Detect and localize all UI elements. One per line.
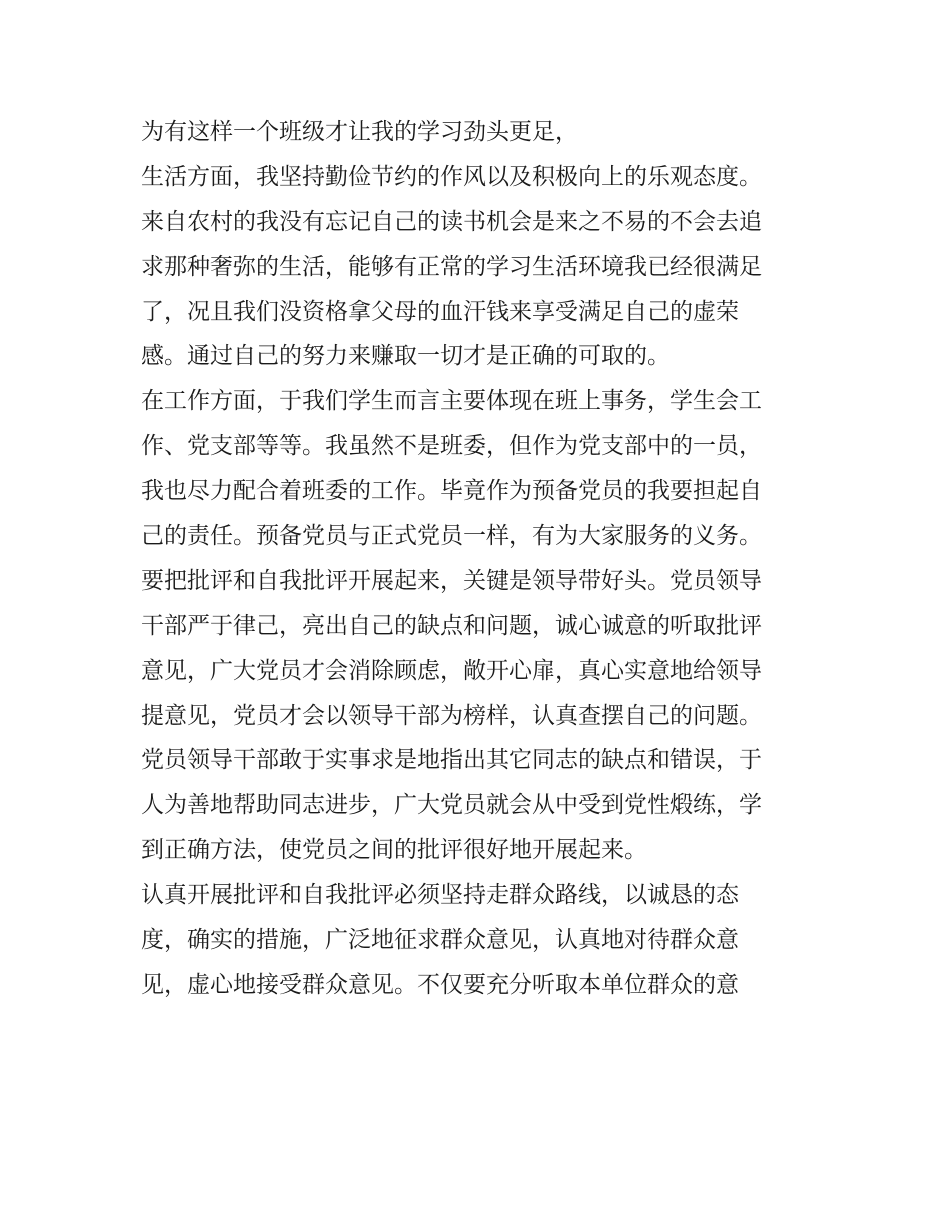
text-line: 感。通过自己的努力来赚取一切才是正确的可取的。 — [141, 343, 670, 370]
text-line: 到正确方法，使党员之间的批评很好地开展起来。 — [141, 837, 647, 864]
document-body — [141, 110, 831, 1008]
text-line: 为有这样一个班级才让我的学习劲头更足， — [141, 119, 578, 145]
text-line: 我也尽力配合着班委的工作。毕竟作为预备党员的我要担起自 — [141, 478, 762, 505]
text-line: 来自农村的我没有忘记自己的读书机会是来之不易的不会去追 — [141, 208, 762, 235]
text-line: 了，况且我们没资格拿父母的血汗钱来享受满足自己的虚荣 — [141, 298, 739, 325]
text-line: 作、党支部等等。我虽然不是班委，但作为党支部中的一员， — [141, 433, 762, 460]
text-line: 党员领导干部敢于实事求是地指出其它同志的缺点和错误，于 — [141, 747, 762, 774]
text-line: 要把批评和自我批评开展起来，关键是领导带好头。党员领导 — [141, 567, 762, 594]
text-line: 干部严于律己，亮出自己的缺点和问题，诚心诚意的听取批评 — [141, 612, 762, 639]
text-line: 己的责任。预备党员与正式党员一样，有为大家服务的义务。 — [141, 523, 762, 550]
text-line: 求那种奢弥的生活，能够有正常的学习生活环境我已经很满足 — [141, 253, 762, 280]
text-line: 意见，广大党员才会消除顾虑，敞开心扉，真心实意地给领导 — [141, 657, 762, 684]
text-line: 人为善地帮助同志进步，广大党员就会从中受到党性煅练，学 — [141, 792, 762, 819]
text-line: 认真开展批评和自我批评必须坚持走群众路线，以诚恳的态 — [141, 882, 739, 909]
text-line: 生活方面，我坚持勤俭节约的作风以及积极向上的乐观态度。 — [141, 163, 762, 190]
text-line: 见，虚心地接受群众意见。不仅要充分听取本单位群众的意 — [141, 971, 739, 998]
text-line: 在工作方面，于我们学生而言主要体现在班上事务，学生会工 — [141, 388, 762, 415]
text-line: 度，确实的措施，广泛地征求群众意见，认真地对待群众意 — [141, 927, 739, 954]
text-line: 提意见，党员才会以领导干部为榜样，认真查摆自己的问题。 — [141, 702, 762, 729]
